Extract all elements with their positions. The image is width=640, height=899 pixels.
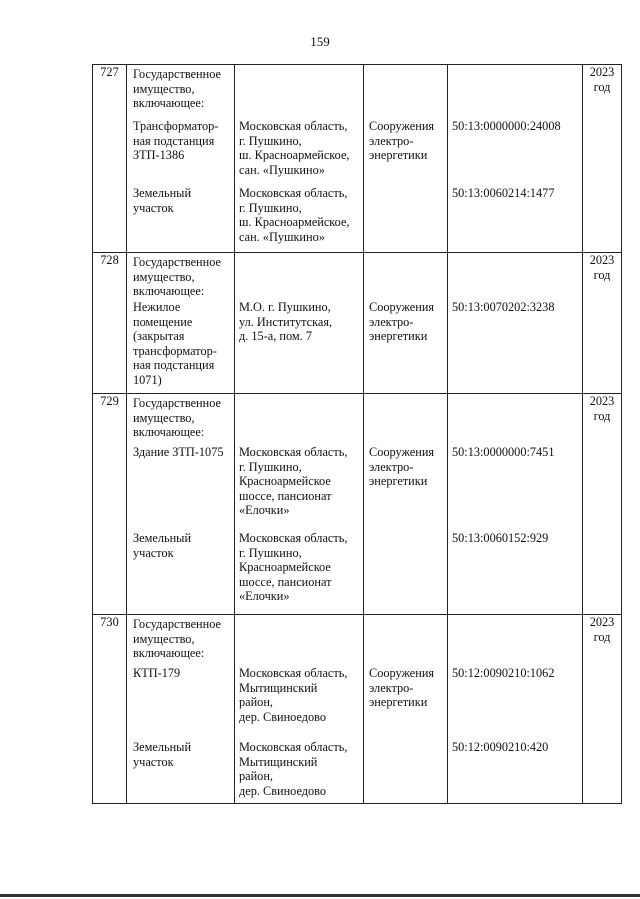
item-name: Трансформатор- ная подстанция ЗТП-1386 (133, 119, 219, 163)
type-cell (364, 615, 448, 804)
item-name: Здание ЗТП-1075 (133, 445, 224, 459)
item-address: Московская область, Мытищинский район, дер. Свиноедово (239, 740, 348, 798)
name-cell (127, 65, 235, 253)
address-cell (235, 65, 364, 253)
group-header: Государственное имущество, включающее: (133, 67, 221, 111)
name-cell (127, 253, 235, 394)
cadastral-number: 50:13:0000000:7451 (452, 445, 555, 459)
item-address: Московская область, г. Пушкино, ш. Красноармейское, сан. «Пушкино» (239, 186, 350, 244)
item-name: Нежилое помещение (закрытая трансформатор- ная подстанция 1071) (133, 300, 217, 387)
type-cell (364, 65, 448, 253)
item-address: Московская область, г. Пушкино, Красноармейское шоссе, пансионат «Елочки» (239, 531, 348, 604)
table-row (93, 394, 622, 615)
group-header: Государственное имущество, включающее: (133, 396, 221, 440)
scan-edge-rule (0, 894, 640, 897)
table-row (93, 253, 622, 394)
cadastral-cell (448, 65, 583, 253)
row-number: 729 (93, 394, 127, 615)
cadastral-number: 50:13:0060152:929 (452, 531, 549, 545)
item-address: Московская область, г. Пушкино, ш. Красноармейское, сан. «Пушкино» (239, 119, 350, 177)
type-cell (364, 394, 448, 615)
item-address: Московская область, г. Пушкино, Красноармейское шоссе, пансионат «Елочки» (239, 445, 348, 518)
item-type: Сооружения электро- энергетики (369, 445, 435, 489)
cadastral-number: 50:13:0060214:1477 (452, 186, 555, 200)
item-name: Земельный участок (133, 186, 192, 215)
row-number: 728 (93, 253, 127, 394)
item-name: Земельный участок (133, 740, 192, 769)
table-row (93, 615, 622, 804)
item-address: М.О. г. Пушкино, ул. Институтская, д. 15-а, пом. 7 (239, 300, 333, 344)
year-cell: 2023 год (583, 615, 622, 804)
address-cell (235, 615, 364, 804)
row-number: 727 (93, 65, 127, 253)
item-address: Московская область, Мытищинский район, дер. Свиноедово (239, 666, 348, 724)
address-cell (235, 394, 364, 615)
year-cell: 2023 год (583, 253, 622, 394)
page-number: 159 (310, 34, 330, 49)
item-name: Земельный участок (133, 531, 192, 560)
group-header: Государственное имущество, включающее: (133, 255, 221, 299)
cadastral-cell (448, 615, 583, 804)
cadastral-number: 50:12:0090210:420 (452, 740, 549, 754)
table-row (93, 65, 622, 253)
item-name: КТП-179 (133, 666, 181, 680)
cadastral-number: 50:12:0090210:1062 (452, 666, 555, 680)
group-header: Государственное имущество, включающее: (133, 617, 221, 661)
row-number: 730 (93, 615, 127, 804)
item-type: Сооружения электро- энергетики (369, 119, 435, 163)
year-cell: 2023 год (583, 394, 622, 615)
type-cell (364, 253, 448, 394)
name-cell (127, 615, 235, 804)
year-cell: 2023 год (583, 65, 622, 253)
cadastral-number: 50:13:0070202:3238 (452, 300, 555, 314)
cadastral-number: 50:13:0000000:24008 (452, 119, 561, 133)
address-cell (235, 253, 364, 394)
item-type: Сооружения электро- энергетики (369, 666, 435, 710)
cadastral-cell (448, 253, 583, 394)
property-registry-table (92, 64, 622, 804)
cadastral-cell (448, 394, 583, 615)
item-type: Сооружения электро- энергетики (369, 300, 435, 344)
name-cell (127, 394, 235, 615)
